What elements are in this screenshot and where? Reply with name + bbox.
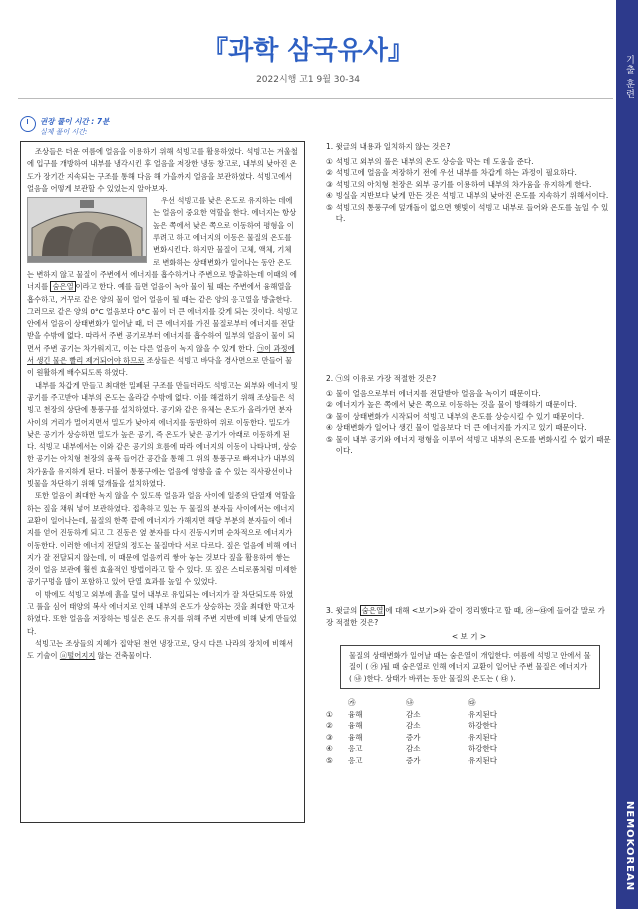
column-header: ㉮ xyxy=(348,698,356,707)
answer-option[interactable]: ③ 석빙고의 아치형 천장은 외부 공기를 이용하여 내부의 차가움을 유지하게 한다. xyxy=(326,179,592,189)
recommended-time: 권장 풀이 시간 : 7분 xyxy=(40,117,110,126)
answer-option[interactable]: ① 물이 얼음으로부터 에너지를 전달받아 얼음을 녹이기 때문이다. xyxy=(326,388,541,398)
time-box xyxy=(20,116,109,137)
clock-icon xyxy=(20,116,36,132)
answer-option[interactable]: ④ 응고 감소 하강한다 xyxy=(326,744,497,753)
answer-option[interactable]: ② 석빙고에 얼음을 저장하기 전에 우선 내부를 차갑게 하는 과정이 필요하다. xyxy=(326,168,577,177)
answer-option[interactable]: ⑤ 물이 내부 공기와 에너지 평형을 이루어 석빙고 내부의 온도를 변화시킬 수 없기 때문이다. xyxy=(326,434,611,455)
marked-sentence: ㉠이 과정에서 생긴 물은 빨리 제거되어야 하므로 xyxy=(27,343,295,366)
question-3 xyxy=(326,605,612,766)
seokbinggo-icon xyxy=(28,198,146,262)
passage-paragraph: 우선 석빙고를 낮은 온도로 유지하는 데에는 얼음이 중요한 역할을 한다. 에너지는 항상 높은 쪽에서 낮은 쪽으로 이동하여 평형을 이루려고 하고 에너지의 이동은 물질의 온도를 변화시킨다. 하지만 물질이 고체, 액체, 기체로 변화하는 상태변화가 일어나는 동안 온도는 변하지 않고 물질이 주변에서 에너지를 흡수하거나 주변으로 방출하는데 이때의 에너지를 숨은열 이라고 한다. 예를 들면 얼음이 녹아 물이 될 때는 주변에서 융해열을 흡수하고, 거꾸로 같은 양의 물이 얼어 얼음이 될 때는 같은 양의 응고열을 방출한다. 그러므로 같은 양의 0°C 얼음보다 0°C 물이 더 큰 에너지를 갖게 되는 것이다. 석빙고 안에서 얼음이 상태변화가 일어날 때, 더 큰 에너지를 가진 물질로부터 에너지를 전달받을 수밖에 없다. 따라서 주변 공기로부터 에너지를 흡수하여 일부의 얼음이 물이 되면서 주변 공기는 차가워지고, 이는 다른 얼음이 녹지 않을 수 있게 한다. ㉠이 과정에서 생긴 물은 빨리 제거되어야 하므로 조상들은 석빙고 바닥을 경사면으로 만들어 물이 원활하게 배수되도록 하였다. xyxy=(27,196,298,378)
marked-word: ⓐ떨어지지 xyxy=(59,651,96,661)
side-tab-bar xyxy=(616,0,638,909)
passage-paragraph: 이 밖에도 석빙고 외부에 흙을 덮어 내부로 유입되는 에너지가 잘 차단되도록 하였고 풀을 심어 태양의 복사 에너지로 인해 내부의 온도가 상승하는 것을 최대한 막고자 하였다. 또한 얼음을 저장하는 빙실은 온도 유지를 위해 주변 지반에 비해 낮게 만들었다. xyxy=(27,589,297,636)
hidden-heat-term: 숨은열 xyxy=(361,606,384,615)
divider xyxy=(18,98,613,99)
hidden-heat-term: 숨은열 xyxy=(52,282,74,292)
answer-option[interactable]: ④ 빙실을 지반보다 낮게 만든 것은 석빙고 내부의 낮아진 온도를 지속하기 위해서이다. xyxy=(326,191,609,200)
passage-paragraph: 또한 얼음이 최대한 녹지 않을 수 있도록 얼음과 얼음 사이에 일종의 단열재 역할을 하는 짚을 채워 넣어 보관하였다. 접촉하고 있는 두 물질의 분자들 사이에서는 에너지 교환이 일어나는데, 물질의 한쪽 끝에 에너지가 가해지면 해당 부분의 분자들이 에너지를 얻어 진동하게 되고 그 진동은 옆 분자를 다시 진동시키며 순차적으로 에너지가 이동한다. 이러한 에너지 전달의 정도는 물질마다 서로 다르다. 짚은 얼음에 비해 에너지가 잘 전달되지 않는데, 이 때문에 얼음끼리 쌓아 놓는 것보다 짚을 활용하여 쌓는 것이 얼음 보관에 훨씬 효율적인 방법이라고 할 수 있다. 또 짚은 스티로폼처럼 미세한 공기구멍을 많이 포함하고 있어 단열 효과를 높일 수 있었다. xyxy=(27,491,297,587)
question-1 xyxy=(326,141,612,225)
answer-option[interactable]: ① 융해 감소 유지된다 xyxy=(326,709,497,719)
example-box: 물질의 상태변화가 일어날 때는 숨은열이 개입한다. 여름에 석빙고 안에서 물질이 ( ㉮ )될 때 숨은열로 인해 에너지 교환이 일어난 주변 물질은 에너지가 ( ㉯ )한다. 상태가 바뀌는 동안 물질의 온도는 ( ㉰ ). xyxy=(340,645,600,690)
page-subtitle: 2022시행 고1 9월 30-34 xyxy=(256,75,360,85)
column-header: ㉰ xyxy=(468,698,476,707)
answer-option[interactable]: ① 석빙고 외부의 풀은 내부의 온도 상승을 막는 데 도움을 준다. xyxy=(326,156,534,166)
question-title: 3. 윗글의 숨은열 에 대해 <보기>와 같이 정리했다고 할 때, ㉮~㉰에 들어갈 말로 가장 적절한 것은? xyxy=(326,606,605,627)
answer-option[interactable]: ③ 융해 증가 유지된다 xyxy=(326,732,497,742)
answer-option[interactable]: ⑤ 석빙고의 통풍구에 덮개돌이 없으면 햇빛이 석빙고 내부로 들어와 온도를 높일 수 있다. xyxy=(326,202,609,223)
column-header: ㉯ xyxy=(406,698,414,707)
question-title: 2. ㉠의 이유로 가장 적절한 것은? xyxy=(326,374,437,383)
passage-paragraph: 석빙고는 조상들의 지혜가 집약된 천연 냉장고로, 당시 다른 나라의 장치에 비해서도 기술이 ⓐ떨어지지 않는 건축물이다. xyxy=(27,638,294,661)
answer-option[interactable]: ④ 상태변화가 일어나 생긴 물이 얼음보다 더 큰 에너지를 가지고 있기 때문이다. xyxy=(326,423,587,432)
passage-paragraph: 조상들은 더운 여름에 얼음을 이용하기 위해 석빙고를 활용하였다. 석빙고는 겨울철에 입구를 개방하여 내부를 냉각시킨 후 얼음을 저장한 냉동 창고로, 내부의 낮아진 온도가 장기간 지속되는 구조를 통해 다음 해 가을까지 얼음을 보관하였다. 석빙고에서 얼음을 어떻게 보관할 수 있었는지 알아보자. xyxy=(27,147,298,193)
answer-option[interactable]: ⑤ 응고 증가 유지된다 xyxy=(326,755,497,765)
answer-option[interactable]: ③ 물이 상태변화가 시작되어 석빙고 내부의 온도를 상승시킬 수 있기 때문이다. xyxy=(326,411,585,421)
answer-option[interactable]: ② 융해 감소 하강한다 xyxy=(326,721,497,730)
side-tab-label: 기출 훈련 xyxy=(624,55,634,99)
reading-passage xyxy=(20,141,305,823)
table-header xyxy=(326,697,538,709)
question-title: 1. 윗글의 내용과 일치하지 않는 것은? xyxy=(326,142,451,151)
page-title: 『과학 삼국유사』 xyxy=(202,36,414,66)
passage-paragraph: 내부를 차갑게 만들고 최대한 밀폐된 구조를 만들더라도 석빙고는 외부와 에너지 및 공기를 주고받아 내부의 온도는 올라갈 수밖에 없다. 이를 해결하기 위해 조상들은 석빙고 천장의 상단에 통풍구를 설치하였다. 공기와 같은 유체는 온도가 올라가면 분자 사이의 거리가 멀어지면서 밀도가 낮아져 에너지를 동반하여 위로 이동한다. 밀도가 낮은 공기가 상승하면 밀도가 높은 공기, 즉 온도가 낮은 공기가 아래로 이동하게 된다. 석빙고 내부에서는 이와 같은 공기의 흐름에 따라 에너지의 이동이 나타나며, 상승한 공기는 아치형 천장의 움푹 들어간 공간을 통해 그 위의 통풍구로 빠져나가 내부의 차가움을 유지하게 된다. 더불어 통풍구에는 얼음에 영향을 줄 수 있는 직사광선이나 빗물을 차단하기 위해 덮개돌을 설치하였다. xyxy=(27,380,298,489)
answer-table xyxy=(326,697,538,766)
stone-storage-illustration xyxy=(27,197,147,263)
question-2 xyxy=(326,373,612,457)
example-box-label: < 보 기 > xyxy=(451,632,487,641)
answer-option[interactable]: ② 에너지가 높은 쪽에서 낮은 쪽으로 이동하는 것을 물이 방해하기 때문이다. xyxy=(326,400,577,409)
actual-time: 실제 풀이 시간: xyxy=(40,128,88,136)
brand-label: NEMOKOREAN xyxy=(624,800,635,891)
